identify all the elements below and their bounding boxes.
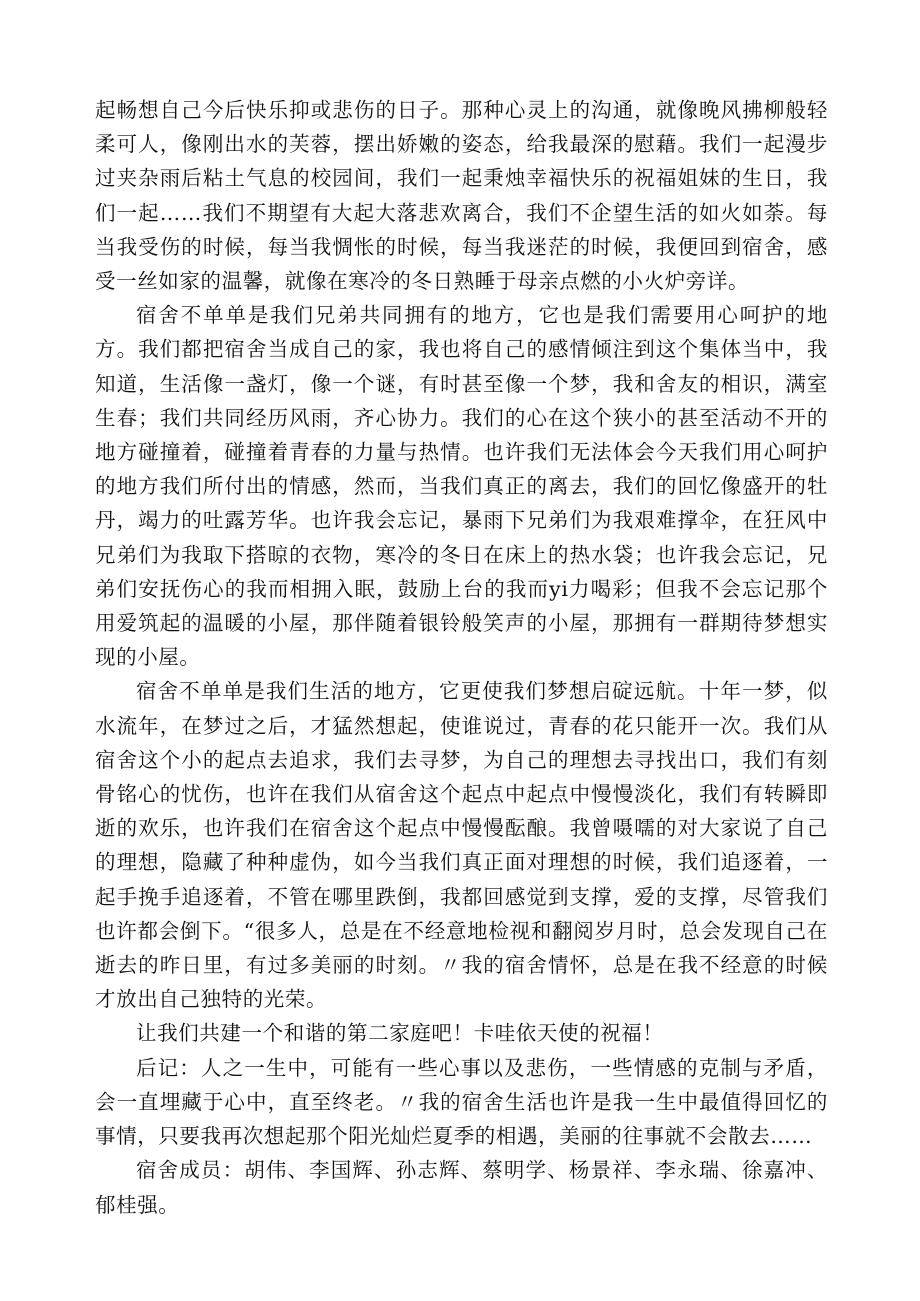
paragraph-postscript: 后记：人之一生中，可能有一些心事以及悲伤，一些情感的克制与矛盾，会一直埋藏于心中，直至终老。〃我的宿舍生活也许是我一生中最值得回忆的事情，只要我再次想起那个阳光灿烂夏季的相遇，美丽的往事就不会散去…… — [95, 1055, 828, 1149]
paragraph-continued: 起畅想自己今后快乐抑或悲伤的日子。那种心灵上的沟通，就像晚风拂柳般轻柔可人，像刚出水的芙蓉，摆出娇嫩的姿态，给我最深的慰藉。我们一起漫步过夹杂雨后粘土气息的校园间，我们一起秉烛幸福快乐的祝福姐妹的生日，我们一起……我们不期望有大起大落悲欢离合，我们不企望生活的如火如荼。每当我受伤的时候，每当我惆怅的时候，每当我迷茫的时候，我便回到宿舍，感受一丝如家的温馨，就像在寒冷的冬日熟睡于母亲点燃的小火炉旁详。 — [95, 98, 828, 294]
paragraph-dorm-dreams: 宿舍不单单是我们生活的地方，它更使我们梦想启碇远航。十年一梦，似水流年，在梦过之后，才猛然想起，使谁说过，青春的花只能开一次。我们从宿舍这个小的起点去追求，我们去寻梦，为自己的理想去寻找出口，我们有刻骨铭心的忧伤，也许在我们从宿舍这个起点中起点中慢慢淡化，我们有转瞬即逝的欢乐，也许我们在宿舍这个起点中慢慢酝酿。我曾嗫嚅的对大家说了自己的理想，隐藏了种种虚伪，如今当我们真正面对理想的时候，我们追逐着，一起手挽手追逐着，不管在哪里跌倒，我都回感觉到支撑，爱的支撑，尽管我们也许都会倒下。“很多人，总是在不经意地检视和翻阅岁月时，总会发现自己在逝去的昨日里，有过多美丽的时刻。〃我的宿舍情怀，总是在我不经意的时候才放出自己独特的光荣。 — [95, 679, 828, 1012]
paragraph-members: 宿舍成员：胡伟、李国辉、孙志辉、蔡明学、杨景祥、李永瑞、徐嘉冲、郁桂强。 — [95, 1158, 828, 1217]
paragraph-blessing: 让我们共建一个和谐的第二家庭吧！卡哇依天使的祝福！ — [136, 1021, 664, 1046]
paragraph-dorm-care: 宿舍不单单是我们兄弟共同拥有的地方，它也是我们需要用心呵护的地方。我们都把宿舍当成自己的家，我也将自己的感情倾注到这个集体当中，我知道，生活像一盏灯，像一个谜，有时甚至像一个梦，我和舍友的相识，满室生春；我们共同经历风雨，齐心协力。我们的心在这个狭小的甚至活动不开的地方碰撞着，碰撞着青春的力量与热情。也许我们无法体会今天我们用心呵护的地方我们所付出的情感，然而，当我们真正的离去，我们的回忆像盛开的牡丹，竭力的吐露芳华。也许我会忘记，暴雨下兄弟们为我艰难撑伞，在狂风中兄弟们为我取下搭晾的衣物，寒冷的冬日在床上的热水袋；也许我会忘记，兄弟们安抚伤心的我而相拥入眠，鼓励上台的我而yi力喝彩；但我不会忘记那个用爱筑起的温暖的小屋，那伴随着银铃般笑声的小屋，那拥有一群期待梦想实现的小屋。 — [95, 303, 828, 670]
document-body — [95, 93, 828, 1222]
